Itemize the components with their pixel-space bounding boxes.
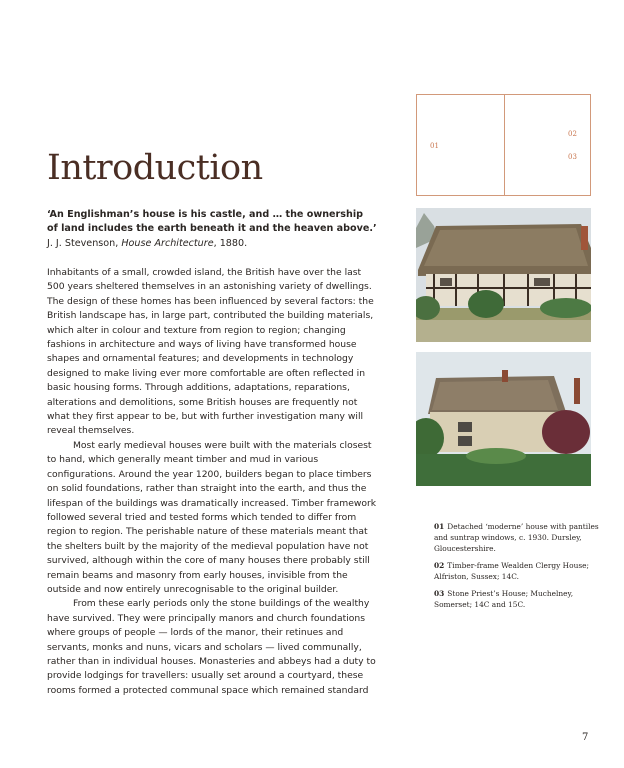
- caption-text: Detached ‘moderne’ house with pantiles and suntrap windows, c. 1930. Dursley, Gloucestershire.: [434, 522, 599, 553]
- photo-clergy-house: [416, 208, 591, 342]
- locator-divider: [504, 95, 505, 195]
- caption-text: Stone Priest’s House; Muchelney, Somerset; 14C and 15C.: [434, 589, 574, 609]
- caption-02: [434, 560, 604, 582]
- caption-number: 01: [434, 522, 445, 531]
- paragraph: Inhabitants of a small, crowded island, the British have over the last 500 years sheltered themselves in an astonishing variety of dwellings. The design of these homes has been influenced by several factors: the British landscape has, in large part, contributed the building materials, which alter in colour and texture from region to region; changing fashions in architecture and ways of living have transformed house shapes and ornamental features; and developments in technology designed to make living ever more comfortable are often reflected in basic housing forms. Through additions, adaptations, reparations, alterations and demolitions, some British houses are frequently not what they first appear to be, but with further investigation many will reveal themselves.: [47, 267, 374, 437]
- locator-label-03: 03: [568, 153, 577, 161]
- photo-priests-house: [416, 352, 591, 486]
- page-title: Introduction: [47, 148, 263, 188]
- quote-year: , 1880.: [213, 238, 248, 249]
- quote-source: House Architecture: [121, 238, 214, 249]
- caption-03: [434, 588, 604, 610]
- locator-label-02: 02: [568, 130, 577, 138]
- paragraph: Most early medieval houses were built with the materials closest to hand, which generally meant timber and mud in various configurations. Around the year 1200, builders began to place timbers on solid foundations, rather than straight into the earth, and thus the lifespan of the buildings was dramatically increased. Timber framework followed several tried and tested forms which tended to differ from region to region. The perishable nature of these materials meant that the shelters built by the majority of the medieval population have not survived, although within the core of many houses there probably still remain beams and masonry from early houses, invisible from the outside and now entirely unrecognisable to the original builder.: [47, 439, 377, 595]
- locator-label-01: 01: [430, 142, 439, 150]
- page-number: 7: [582, 732, 589, 743]
- caption-number: 02: [434, 561, 445, 570]
- image-locator-diagram: [416, 94, 591, 196]
- captions: [434, 521, 604, 616]
- paragraph: From these early periods only the stone buildings of the wealthy have survived. They were principally manors and church foundations where groups of people — lords of the manor, their retinues and servants, monks and nuns, vicars and scholars — lived communally, rather than in individual houses. Monasteries and abbeys had a duty to provide lodgings for travellers: usually set around a courtyard, these rooms formed a protected communal space which remained standard: [47, 598, 376, 696]
- caption-number: 03: [434, 589, 445, 598]
- quote-author: J. J. Stevenson,: [47, 238, 122, 249]
- caption-01: [434, 521, 604, 554]
- epigraph-attribution: [47, 237, 247, 251]
- caption-text: Timber-frame Wealden Clergy House; Alfriston, Sussex; 14C.: [434, 561, 589, 581]
- body-text: [47, 266, 381, 698]
- epigraph-quote: ‘An Englishman’s house is his castle, and … the ownership of land includes the earth beneath it and the heaven above.’: [47, 209, 377, 235]
